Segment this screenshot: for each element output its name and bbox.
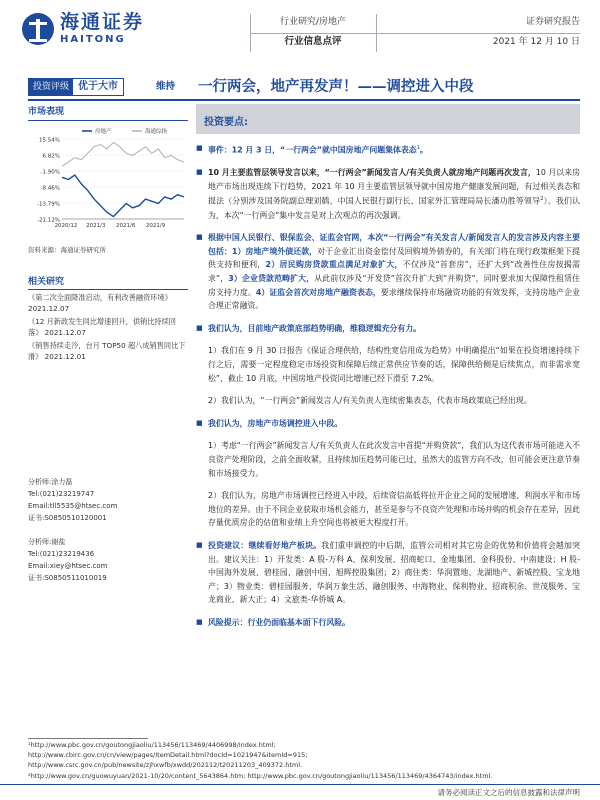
keypoint-detail: [196, 394, 580, 408]
risk-text: 风险提示：行业仍面临基本面下行风险。: [208, 617, 351, 627]
keypoint-detail: [196, 344, 580, 385]
footnote-link[interactable]: ²http://www.gov.cn/guowuyuan/2021-10/20/content_5643864.htm; http://www.pbc.gov.cn/goutongjiaoliu/113456/113469/4364743/index.html.: [28, 771, 493, 780]
x-tick-label: 2020/12: [54, 223, 78, 229]
related-section-title: 相关研究: [28, 274, 188, 290]
report-category: [258, 12, 368, 52]
footnote-rule: [28, 738, 148, 739]
series-line: [62, 175, 184, 217]
footnote-ref[interactable]: 2: [540, 196, 544, 203]
analyst-cert: 证书:S0850511010019: [28, 574, 107, 582]
footnote-link[interactable]: ¹http://www.pbc.gov.cn/goutongjiaoliu/113456/113469/4406998/index.html;: [28, 741, 276, 749]
keypoint-background: [196, 166, 580, 222]
brand-logo: [22, 12, 172, 46]
analyst-cert: 证书:S0850510120001: [28, 514, 107, 522]
y-tick-label: 15.54%: [39, 137, 60, 144]
related-item-title: 《销售持续走冷，台月 TOP50 超八成销售同比下滑》: [28, 341, 186, 361]
legend-label: 房地产: [95, 129, 112, 135]
recommendation-body: 我们重申调控的中后期，监管公司相对其它房企的优势和价值将会越加突出。建议关注：1）开发类：A 股-万科 A、保利发展、招商蛇口、金地集团、金科股份、中南建设；H 股-中国海外发展、碧桂园、融创中国、旭辉控股集团；2）商住类：华润置地、龙湖地产、新城控股、宝龙地产；3）物业类：碧桂园服务、华润万象生活、融创服务、中海物业、保利物业、招商积余、世茂服务、宝龙商业、新大正；4）文旅类-华侨城 A。: [208, 540, 580, 605]
haitong-logo-icon: [22, 13, 54, 45]
related-item-title: 《12 月新政发生同比增速回升，供销比持续回落》: [28, 317, 176, 337]
footnote-link[interactable]: http://www.cbirc.gov.cn/cn/view/pages/ItemDetail.html?docId=1021947&itemId=915;: [28, 751, 308, 760]
subcategory-text: 行业信息点评: [284, 36, 342, 47]
related-item[interactable]: [28, 341, 188, 362]
related-item-title: 《第二次全面降准启动，有利改善融资环境》: [28, 293, 172, 302]
report-type: 证券研究报告: [525, 17, 580, 27]
chart-source: 资料来源：海通证券研究所: [28, 246, 106, 254]
rating-badge: [28, 78, 124, 96]
logo-english: HAITONG: [60, 34, 126, 45]
rating-value: 优于大市: [78, 81, 119, 92]
y-tick-label: -13.79%: [37, 201, 60, 208]
header-divider: [376, 14, 377, 52]
main-content: [196, 104, 580, 638]
content-lead: 根据中国人民银行、银保监会、证监会官网，本次“一行两会”有关发言人/新闻发言人的发言涉及内容主要包括：: [208, 233, 580, 256]
background-end: ）。我们认为，本次“一行两会”集中发言是对上次观点的再次强调。: [208, 197, 580, 220]
related-item-date: 2021.12.01: [42, 351, 86, 361]
detail-text: 1）我们在 9 月 30 日报告《保证合理供给，结构性宽信用成为趋势》中明确提出“如果在投资增速持续下行之后，需要一定程度稳定市场投资和保障后续正常供应节奏的话，保障供给侧是后续焦点，而非需求宽松”，截止 10 月底，中国房地产投资同比增速已经下滑至 7.2%。: [208, 346, 580, 383]
content-d-body: 要求继续保持市场融资功能的有效发挥，支持房地产企业合理正常融资。: [208, 287, 580, 311]
title-rule: [28, 99, 580, 101]
keypoint-stage: [196, 417, 580, 431]
analyst-name: 分析师:谢盐: [28, 538, 66, 546]
series-line: [62, 142, 184, 166]
related-item-date: 2021.12.07: [28, 303, 70, 313]
related-item[interactable]: [28, 317, 188, 338]
report-header: [0, 0, 600, 56]
analyst-email[interactable]: Email:xiey@htsec.com: [28, 562, 108, 570]
keypoint-detail: [196, 439, 580, 480]
view-text: 我们认为，目前地产政策底部趋势明确，维稳逻辑充分有力。: [208, 323, 422, 333]
detail-text: 2）我们认为，房地产市场调控已经进入中段，后续资信高低将拉开企业之间的发展增速、利润水平和市场地位的差异。由于不同企业获取市场机会能力，甚至是参与不良资产处理和市场并购的机会存在差异，因此存量优质房企的估值和业绩上升空间也将被更大程度打开。: [208, 491, 580, 528]
related-item-date: 2021.12.07: [42, 327, 86, 337]
content-c-body: 从此前仅涉及“开发贷”首次升扩大到“并购贷”，同时要求加大保障性租赁住房支持力度。: [208, 274, 580, 297]
analyst-tel: Tel:(021)23219436: [28, 550, 95, 558]
content-a: 1）房地产境外债还款，: [231, 246, 318, 256]
legend-label: 海通综指: [145, 129, 168, 135]
footnotes: [28, 740, 580, 781]
category-text: 行业研究/房地产: [279, 17, 347, 27]
background-lead: 10 月主要监管层领导发言以来，“一行两会”新闻发言人/有关负责人就房地产问题再次发言，: [208, 168, 536, 178]
keypoint-content: [196, 231, 580, 313]
keypoint-risk: [196, 616, 580, 630]
detail-text: 1）考虑“一行两会”新闻发言人/有关负责人在此次发言中首提“并购贷款”，我们认为这代表市场可能进入不良资产处理阶段，之前全面收紧，且持续加压趋势可能已过，虽然大的监管方向不改，但可能会更注意节奏和市场接受力。: [208, 441, 580, 478]
y-tick-label: -8.46%: [40, 185, 60, 192]
analyst-email[interactable]: Email:tll5535@htsec.com: [28, 502, 118, 510]
event-text: 事件：12 月 3 日，“一行两会”就中国房地产问题集体表态: [208, 145, 417, 155]
keypoint-detail: [196, 489, 580, 530]
footer-rule: [0, 784, 600, 785]
keypoint-view: [196, 322, 580, 336]
related-list: [28, 293, 188, 362]
y-tick-label: -21.12%: [37, 217, 60, 224]
detail-text: 2）我们认为，“一行两会”新闻发言人/有关负责人连续密集表态，代表市场政策底已经出现。: [208, 396, 532, 406]
content-d: 4）证监会首次对房地产融资表态，: [255, 287, 381, 297]
content-c: 3）企业贷款范畴扩大，: [228, 274, 315, 283]
logo-chinese: 海通证券: [60, 11, 145, 33]
keypoint-recommendation: [196, 539, 580, 607]
market-section-title: 市场表现: [28, 104, 188, 121]
x-tick-label: 2021/3: [86, 223, 106, 229]
analyst-info: [28, 476, 188, 596]
keypoints-title: 投资要点:: [196, 104, 580, 134]
content-a-body: 对于企业汇出资金偿付及回购境外债券的，有关部门将在现行政策框架下提供支持和便利，: [208, 246, 580, 270]
left-sidebar: [28, 104, 188, 362]
x-tick-label: 2021/9: [145, 223, 166, 229]
x-tick-label: 2021/6: [116, 223, 136, 229]
event-end: 。: [419, 145, 428, 155]
title-bar: [28, 78, 580, 98]
market-chart: [28, 125, 188, 233]
y-tick-label: -1.90%: [40, 169, 60, 176]
footer-disclaimer: 请务必阅读正文之后的信息披露和法律声明: [437, 788, 580, 797]
content-b-body: 不仅涉及“首套房”，还扩大到“改善性住房按揭需求”，: [208, 260, 580, 283]
footnote-link[interactable]: http://www.csrc.gov.cn/pub/newsite/zjhxwfb/xwdd/202112/t20211203_409372.html.: [28, 761, 303, 770]
stage-text: 我们认为，房地产市场调控进入中段。: [208, 418, 343, 428]
keypoint-event: [196, 142, 580, 157]
content-b: 2）居民购房贷款重点满足对象扩大，: [265, 260, 403, 270]
analyst-name: 分析师:涂力磊: [28, 478, 73, 486]
footnote-ref[interactable]: 1: [416, 145, 420, 151]
recommendation-lead: 投资建议：继续看好地产板块。: [208, 540, 322, 550]
report-date: 2021 年 12 月 10 日: [492, 37, 580, 47]
analyst-block: [28, 476, 188, 524]
analyst-block: [28, 536, 188, 584]
background-body: 10 月以来房地产市场出现连续下行趋势，2021 年 10 月主要监管层领导就中国房地产健康发展问题，有过相关表态和提法（分别涉及国务院副总理刘鹤、中国人民银行副行长、国家外汇管理局局长潘功胜等领导: [208, 168, 580, 207]
y-tick-label: 6.82%: [42, 153, 60, 160]
page-title: 一行两会，地产再发声！——调控进入中段: [198, 78, 474, 95]
report-meta: [470, 12, 580, 52]
market-chart-svg: [28, 125, 188, 233]
rating-action: 维持: [156, 81, 176, 92]
related-item[interactable]: [28, 293, 188, 314]
rating-label: 投资评级: [29, 78, 73, 96]
analyst-tel: Tel:(021)23219747: [28, 490, 95, 498]
